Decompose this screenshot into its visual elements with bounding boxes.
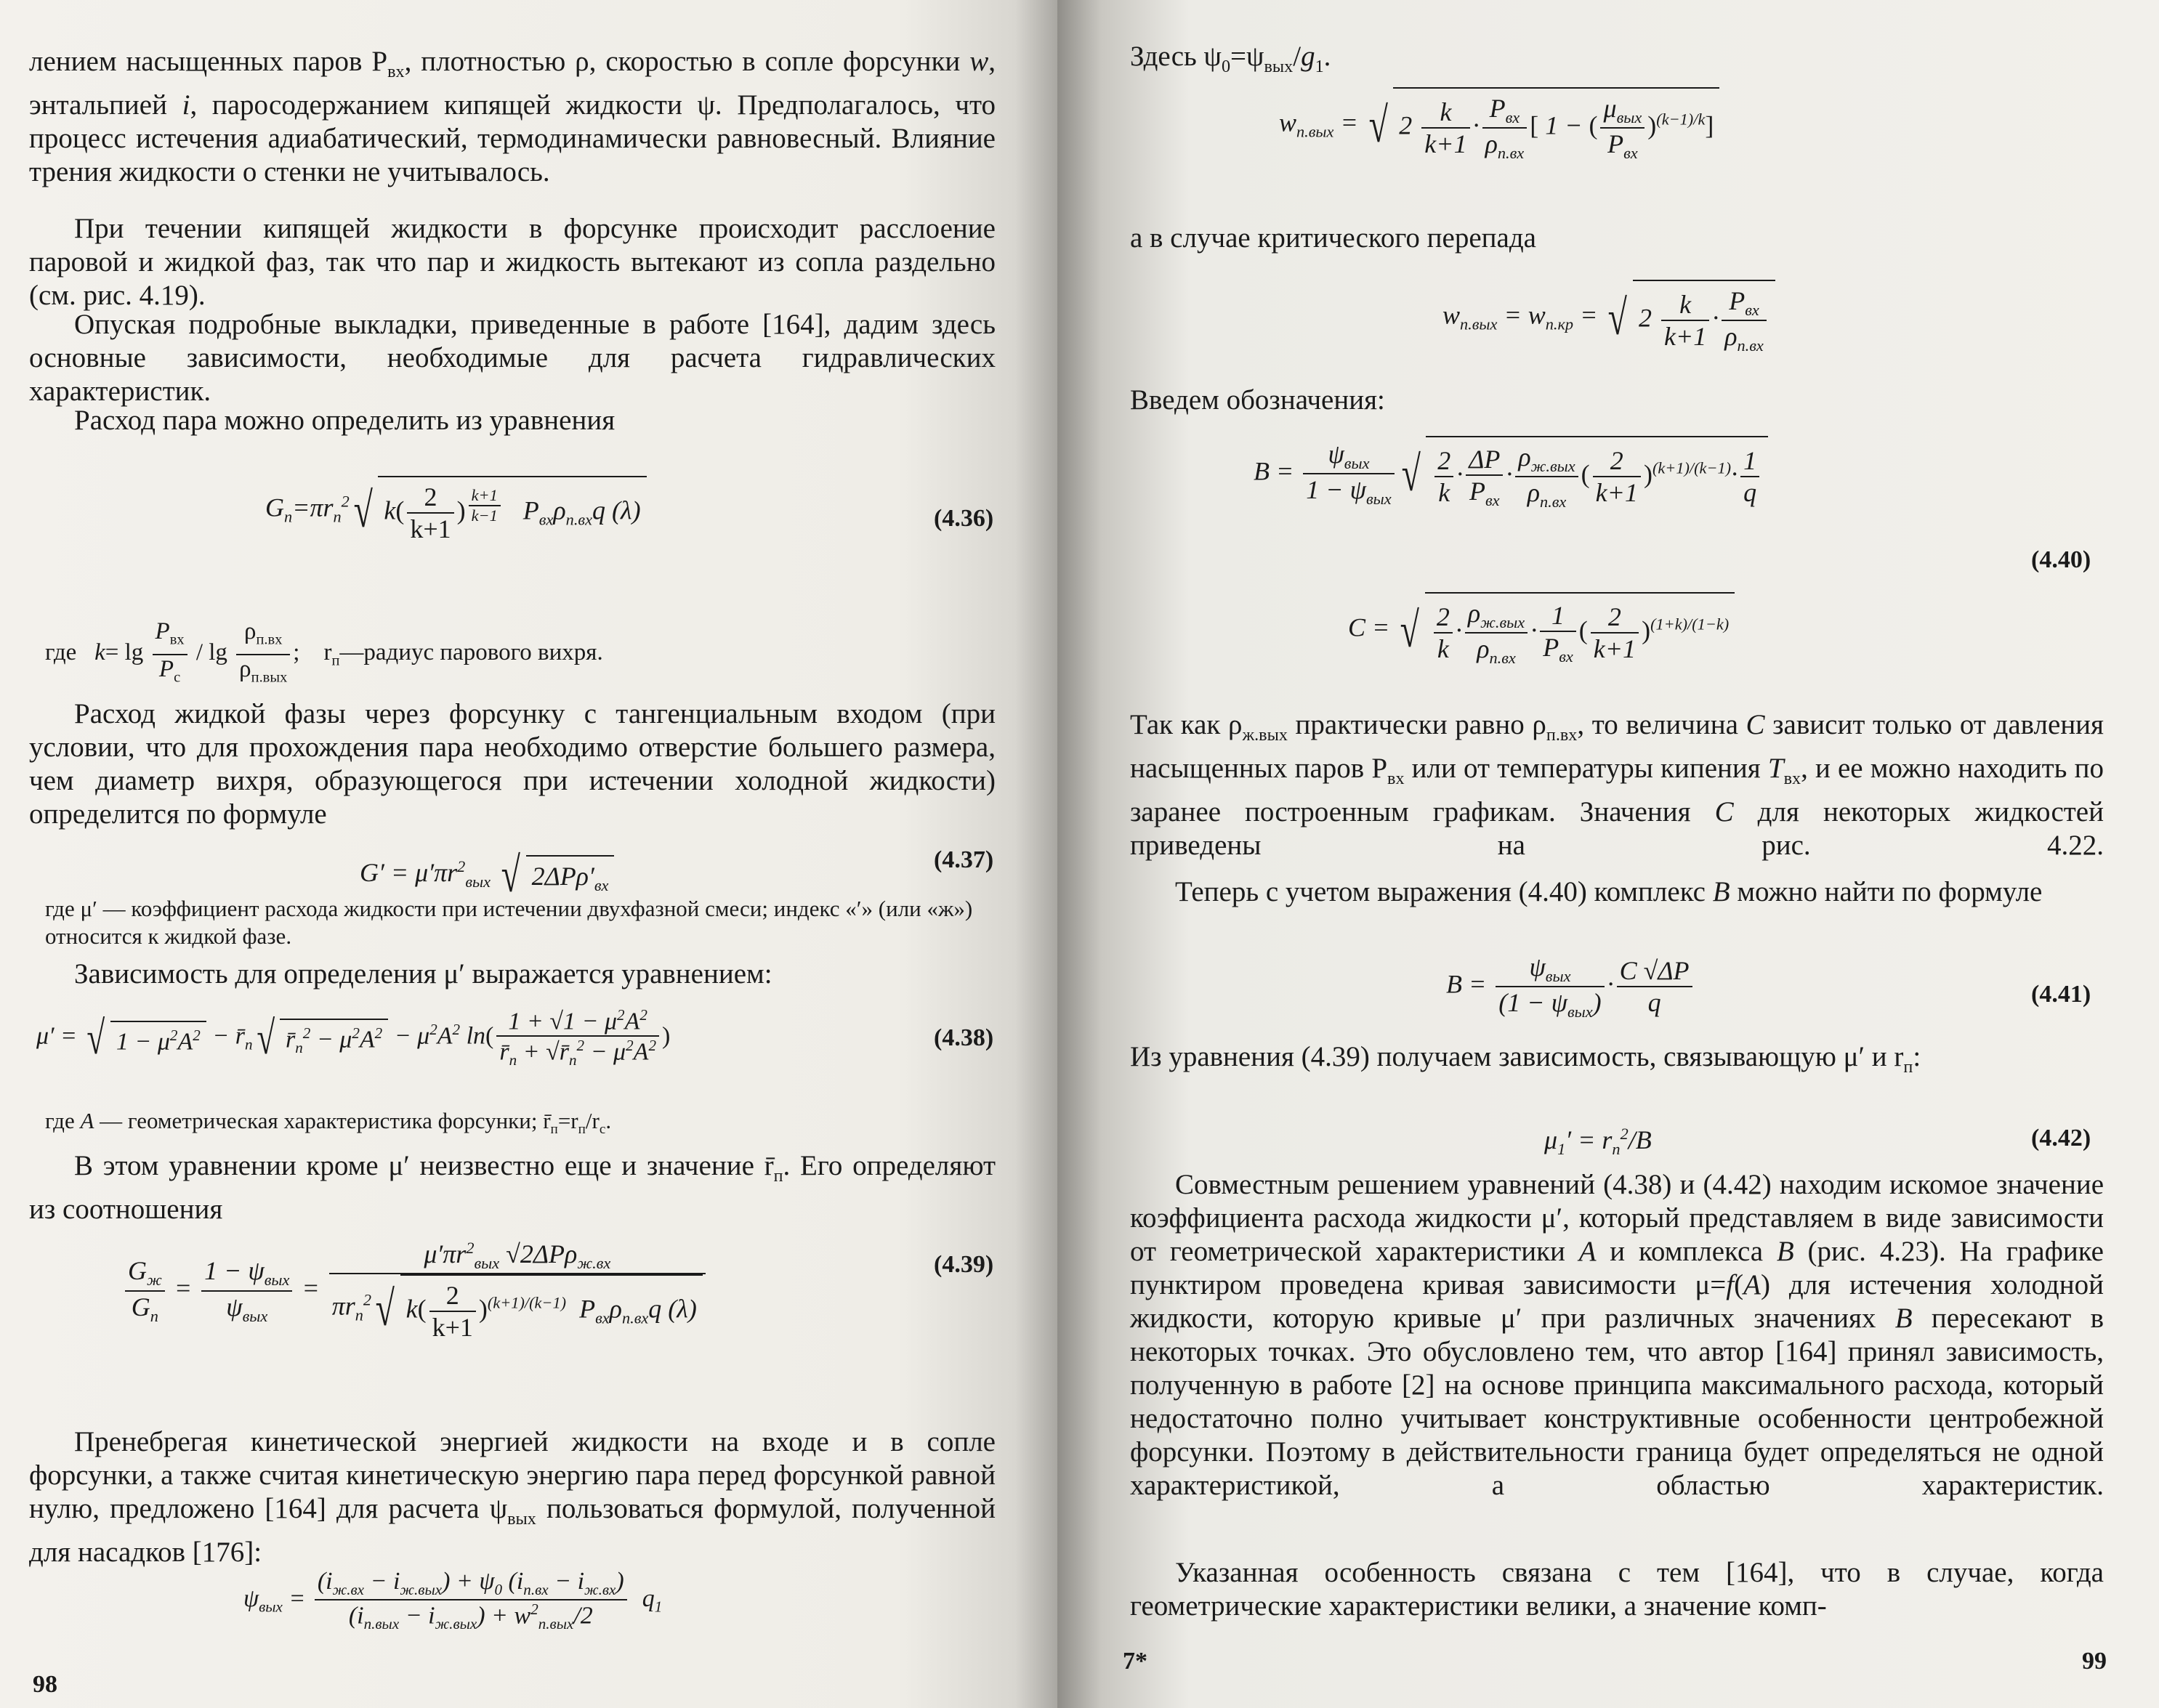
- equation-number: (4.37): [934, 846, 994, 873]
- paragraph: Здесь $\psi_0=\psi_{вых}/g_1$.: [1130, 41, 1331, 76]
- formula-4-41: B = $\frac{\psi_{вых}}{(1 - \psi_{вых})}$ · $\frac{C √\Delta P}{q}$: [1446, 952, 1695, 1021]
- formula-4-36: $G_п=\pi r_п^2√$ k( $\frac{2}{k+1}$ ) $^{\frac{k+1}{k-1}}$ $P_{вх}\rho_{п.вх}q$ (λ): [265, 476, 647, 544]
- paragraph: Совместным решением уравнений (4.38) и (4.42) находим искомое значение коэффициента расхода жидкости μ′, который представляем в виде зависимости от геометрической характеристики A и комплекса B (рис. 4.23). На графике пунктиром проведена кривая зависимости μ=f(A) для истечения холодной жидкости, которую кривые μ′ при различных значениях B пересекают в некоторых точках. Это обусловлено тем, что автор [164] принял зависимость, полученную в работе [2] на основе принципа максимального расхода, который недостаточно полно учитывает конструктивные особенности центробежной форсунки. Поэтому в действительности граница будет определяться не одной характеристикой, а областью характеристик.: [1130, 1169, 2104, 1501]
- left-page: [0, 0, 1057, 1708]
- formula-psi-out: $\psi_{вых}$ = $\frac{(i_{ж.вх} - i_{ж.вых}) + \psi_0 (i_{п.вх} - i_{ж.вх})}{(i_{п.вых} - i_{ж.вых}) + w^2_{п.вых}/2}$ $q_1$: [243, 1568, 663, 1632]
- paragraph: Пренебрегая кинетической энергией жидкости на входе и в сопле форсунки, а также считая кинетическую энергию пара перед форсункой равной нулю, предложено [164] для расчета $\psi_{вых}$ пользоваться формулой, полученной для насадков [176]:: [29, 1426, 996, 1568]
- page-number: 98: [33, 1671, 57, 1698]
- paragraph: В этом уравнении кроме μ′ неизвестно еще и значение $r̄_п$. Его определяют из соотношения: [29, 1150, 996, 1225]
- paragraph: Расход жидкой фазы через форсунку с тангенциальным входом (при условии, что для прохождения пара необходимо отверстие большего размера, чем диаметр вихря, образующегося при истечении холодной жидкости) определится по формуле: [29, 698, 996, 830]
- formula-note-k: где k= lg $\frac{P_{вх}}{P_с}$ / lg $\frac{\rho_{п.вх}}{\rho_{п.вых}}$ ; $r_п—радиус$ парового вихря.: [45, 618, 603, 686]
- paragraph: Из уравнения (4.39) получаем зависимость, связывающую μ′ и $r_п$:: [1130, 1041, 1921, 1077]
- paragraph: Теперь с учетом выражения (4.40) комплекс B можно найти по формуле: [1175, 876, 2043, 907]
- formula-4-40-C: C = √ $\frac{2}{k}$ · $\frac{\rho_{ж.вых}}{\rho_{п.вх}}$ · $\frac{1}{P_{вх}}$ ( $\frac{2}{k+1}$ )$^{(1+k)/(1-k)}$: [1348, 592, 1735, 668]
- formula-4-42: $\mu_1' = r_п^2/B$: [1544, 1125, 1652, 1159]
- formula-note: где μ′ — коэффициент расхода жидкости при истечении двухфазной смеси; индекс «′» (или «ж») относится к жидкой фазе.: [45, 896, 973, 949]
- signature-mark: 7*: [1123, 1648, 1147, 1675]
- equation-number: (4.40): [2031, 546, 2091, 573]
- equation-number: (4.42): [2031, 1125, 2091, 1152]
- paragraph: а в случае критического перепада: [1130, 222, 1536, 254]
- paragraph: Введем обозначения:: [1130, 384, 1385, 416]
- equation-number: (4.41): [2031, 981, 2091, 1008]
- paragraph: При течении кипящей жидкости в форсунке происходит расслоение паровой и жидкой фаз, так что пар и жидкость вытекают из сопла раздельно (см. рис. 4.19).: [29, 213, 996, 311]
- formula-4-38: μ′ = √ $1 - \mu^2A^2$ − $r̄_п√$ $r̄_п^2 - \mu^2A^2 - \mu^2A^2$ ln( $\frac{1 + √1 - \mu^2A^2}{r̄_п + √r̄_п^2 - \mu^2A^2}$ ): [36, 1006, 671, 1069]
- equation-number: (4.36): [934, 505, 994, 532]
- formula-w-out: $w_{п.вых}$ = √ 2 $\frac{k}{k+1}$ · $\frac{P_{вх}}{\rho_{п.вх}}$ [ 1 − ( $\frac{\mu_{вых}}{P_{вх}}$ )$^{(k-1)/k}$]: [1279, 87, 1719, 163]
- formula-note: где A — геометрическая характеристика форсунки; $r̄_п=r_п/r_с$.: [45, 1108, 612, 1138]
- equation-number: (4.38): [934, 1024, 994, 1051]
- formula-4-40-B: B = $\frac{\psi_{вых}}{1 - \psi_{вых}}$ √ $\frac{2}{k}$ · $\frac{\Delta P}{P_{вх}}$ · $\frac{\rho_{ж.вых}}{\rho_{п.вх}}$ ( $\frac{2}{k+1}$ )$^{(k+1)/(k-1)}$· $\frac{1}{q}$: [1254, 436, 1768, 511]
- paragraph: Зависимость для определения μ′ выражается уравнением:: [74, 958, 772, 989]
- right-page: [1057, 0, 2159, 1708]
- formula-w-crit: $w_{п.вых} = w_{п.кр}$ = √ 2 $\frac{k}{k+1}$ · $\frac{P_{вх}}{\rho_{п.вх}}$: [1442, 280, 1775, 355]
- formula-4-39: $\frac{G_ж}{G_п}$ = $\frac{1 - \psi_{вых}}{\psi_{вых}}$ = $\mu'\pi r^2_{вых}$ √2ΔPρ$_{ж.вх}$ $\pi r_п^2√$ k( $\frac{2}{k+1}$ )$^{(k+1)/(k-1)}$ $P_{вх}\rho_{п.вх}q$ (λ): [122, 1239, 709, 1343]
- paragraph: Расход пара можно определить из уравнения: [74, 405, 616, 436]
- paragraph: лением насыщенных паров $P_{вх}$, плотностью ρ, скоростью в сопле форсунки w, энтальпией i, паросодержанием кипящей жидкости ψ. Предполагалось, что процесс истечения адиабатический, термодинамически равновесный. Влияние трения жидкости о стенки не учитывалось.: [29, 46, 996, 187]
- paragraph: Так как $\rho_{ж.вых}$ практически равно $\rho_{п.вх}$, то величина C зависит только от давления насыщенных паров $P_{вх}$ или от температуры кипения $T_{вх}$, и ее можно находить по заранее построенным графикам. Значения C для некоторых жидкостей приведены на рис. 4.22.: [1130, 709, 2104, 861]
- paragraph: Указанная особенность связана с тем [164], что в случае, когда геометрические характеристики велики, а значение комп-: [1130, 1557, 2104, 1622]
- equation-number: (4.39): [934, 1251, 994, 1278]
- paragraph: Опуская подробные выкладки, приведенные в работе [164], дадим здесь основные зависимости, необходимые для расчета гидравлических характеристик.: [29, 309, 996, 407]
- page-number: 99: [2082, 1648, 2107, 1675]
- formula-4-37: $G' = \mu'\pi r^2_{вых}$ √ $2\Delta P\rho'_{вх}$: [360, 846, 614, 904]
